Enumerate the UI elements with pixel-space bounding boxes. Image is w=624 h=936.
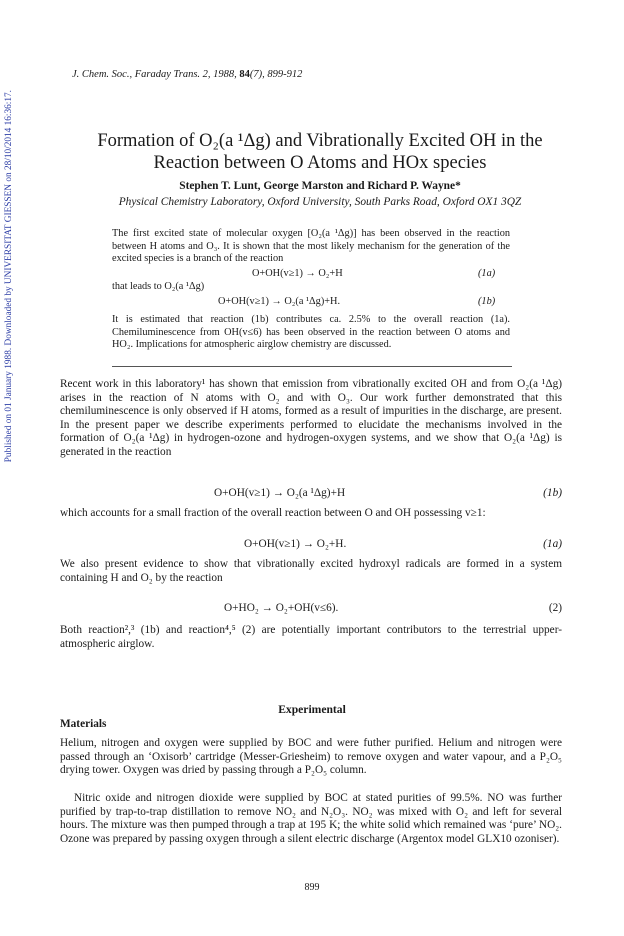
abstract-equation-1a: O+OH(v≥1) → O₂+H [252,268,343,279]
paper-title-line-1: Formation of O₂(a ¹Δg) and Vibrationally Excited OH in the [97,131,543,151]
equation-2: O+HO₂ → O₂+OH(v≤6). [224,602,339,614]
abstract-equation-1a-label: (1a) [478,268,496,279]
author-list: Stephen T. Lunt, George Marston and Richard P. Wayne* [179,180,461,192]
equation-1b-label: (1b) [543,487,562,499]
journal-reference-volume: 84 [239,69,250,80]
subsection-heading-materials: Materials [60,718,107,730]
materials-paragraph-1: Helium, nitrogen and oxygen were supplied by BOC and were futher purified. Helium and nitrogen were passed through an ‘Oxisorb’ cartridge (Messer-Griesheim) to remove oxygen and water vapour, and a P₂O₅ drying tower. Oxygen was dried by passing through a P₂O₅ column. [60,737,562,777]
author-affiliation: Physical Chemistry Laboratory, Oxford University, South Parks Road, Oxford OX1 3QZ [118,196,522,208]
abstract-paragraph-2: It is estimated that reaction (1b) contributes ca. 2.5% to the overall reaction (1a). Chemiluminescence from OH(v≤6) has been observed in the reaction between O atoms and HO₂. Implications for atmospheric airglow chemistry are discussed. [112,314,510,351]
abstract-paragraph-1: The first excited state of molecular oxygen [O₂(a ¹Δg)] has been observed in the reaction between H atoms and O₃. It is shown that the most likely mechanism for the generation of the excited species is a branch of the reaction [112,228,510,265]
intro-paragraph-3: We also present evidence to show that vibrationally excited hydroxyl radicals are formed in a system containing H and O₂ by the reaction [60,558,562,584]
journal-reference-prefix: J. Chem. Soc., Faraday Trans. 2, [72,69,211,80]
equation-2-label: (2) [548,602,562,614]
abstract-equation-1b-label: (1b) [478,296,496,307]
intro-paragraph-2: which accounts for a small fraction of the overall reaction between O and OH possessing v≥1: [60,507,486,519]
paper-title [60,130,580,174]
abstract-connector-text: that leads to O₂(a ¹Δg) [112,281,205,292]
journal-reference-year: 1988, [213,69,237,80]
materials-paragraph-2: Nitric oxide and nitrogen dioxide were supplied by BOC at stated purities of 99.5%. NO was further purified by trap-to-trap distillation to remove NO₂ and N₂O₃. NO₂ was mixed with O₂ and left for several hours. The mixture was then pumped through a trap at 195 K; the white solid which remained was ‘pure’ NO₂. Ozone was prepared by passing oxygen through a silent electric discharge (Argentox model GLX10 ozoniser). [60,792,562,845]
intro-paragraph-1: Recent work in this laboratory¹ has shown that emission from vibrationally excited OH and from O₂(a ¹Δg) arises in the reaction of N atoms with O₂ and with O₃. Our work further demonstrated that this chemiluminescence is only observed if H atoms, formed as a result of impurities in the discharge, are present. In the present paper we describe experiments performed to elucidate the mechanisms involved in the formation of O₂(a ¹Δg) in hydrogen-ozone and hydrogen-oxygen systems, and we show that O₂(a ¹Δg) is generated in the reaction [60,378,562,458]
journal-reference-rest: (7), 899-912 [249,69,303,80]
intro-paragraph-4: Both reaction²,³ (1b) and reaction⁴,⁵ (2) are potentially important contributors to the terrestrial upper-atmospheric airglow. [60,624,562,650]
abstract-equation-1b: O+OH(v≥1) → O₂(a ¹Δg)+H. [218,296,341,307]
paper-title-line-2: Reaction between O Atoms and HOx species [153,153,487,173]
abstract-divider [112,366,512,367]
download-watermark [2,90,16,580]
section-heading-experimental: Experimental [278,703,346,716]
page-number: 899 [304,882,320,893]
equation-1a-label: (1a) [543,538,562,550]
download-watermark-text: Published on 01 January 1988. Downloaded by UNIVERSITAT GIESSEN on 28/10/2014 16:36:17. [4,90,14,463]
journal-reference [72,69,302,80]
equation-1a: O+OH(v≥1) → O₂+H. [244,538,347,550]
equation-1b: O+OH(v≥1) → O₂(a ¹Δg)+H [214,487,346,499]
